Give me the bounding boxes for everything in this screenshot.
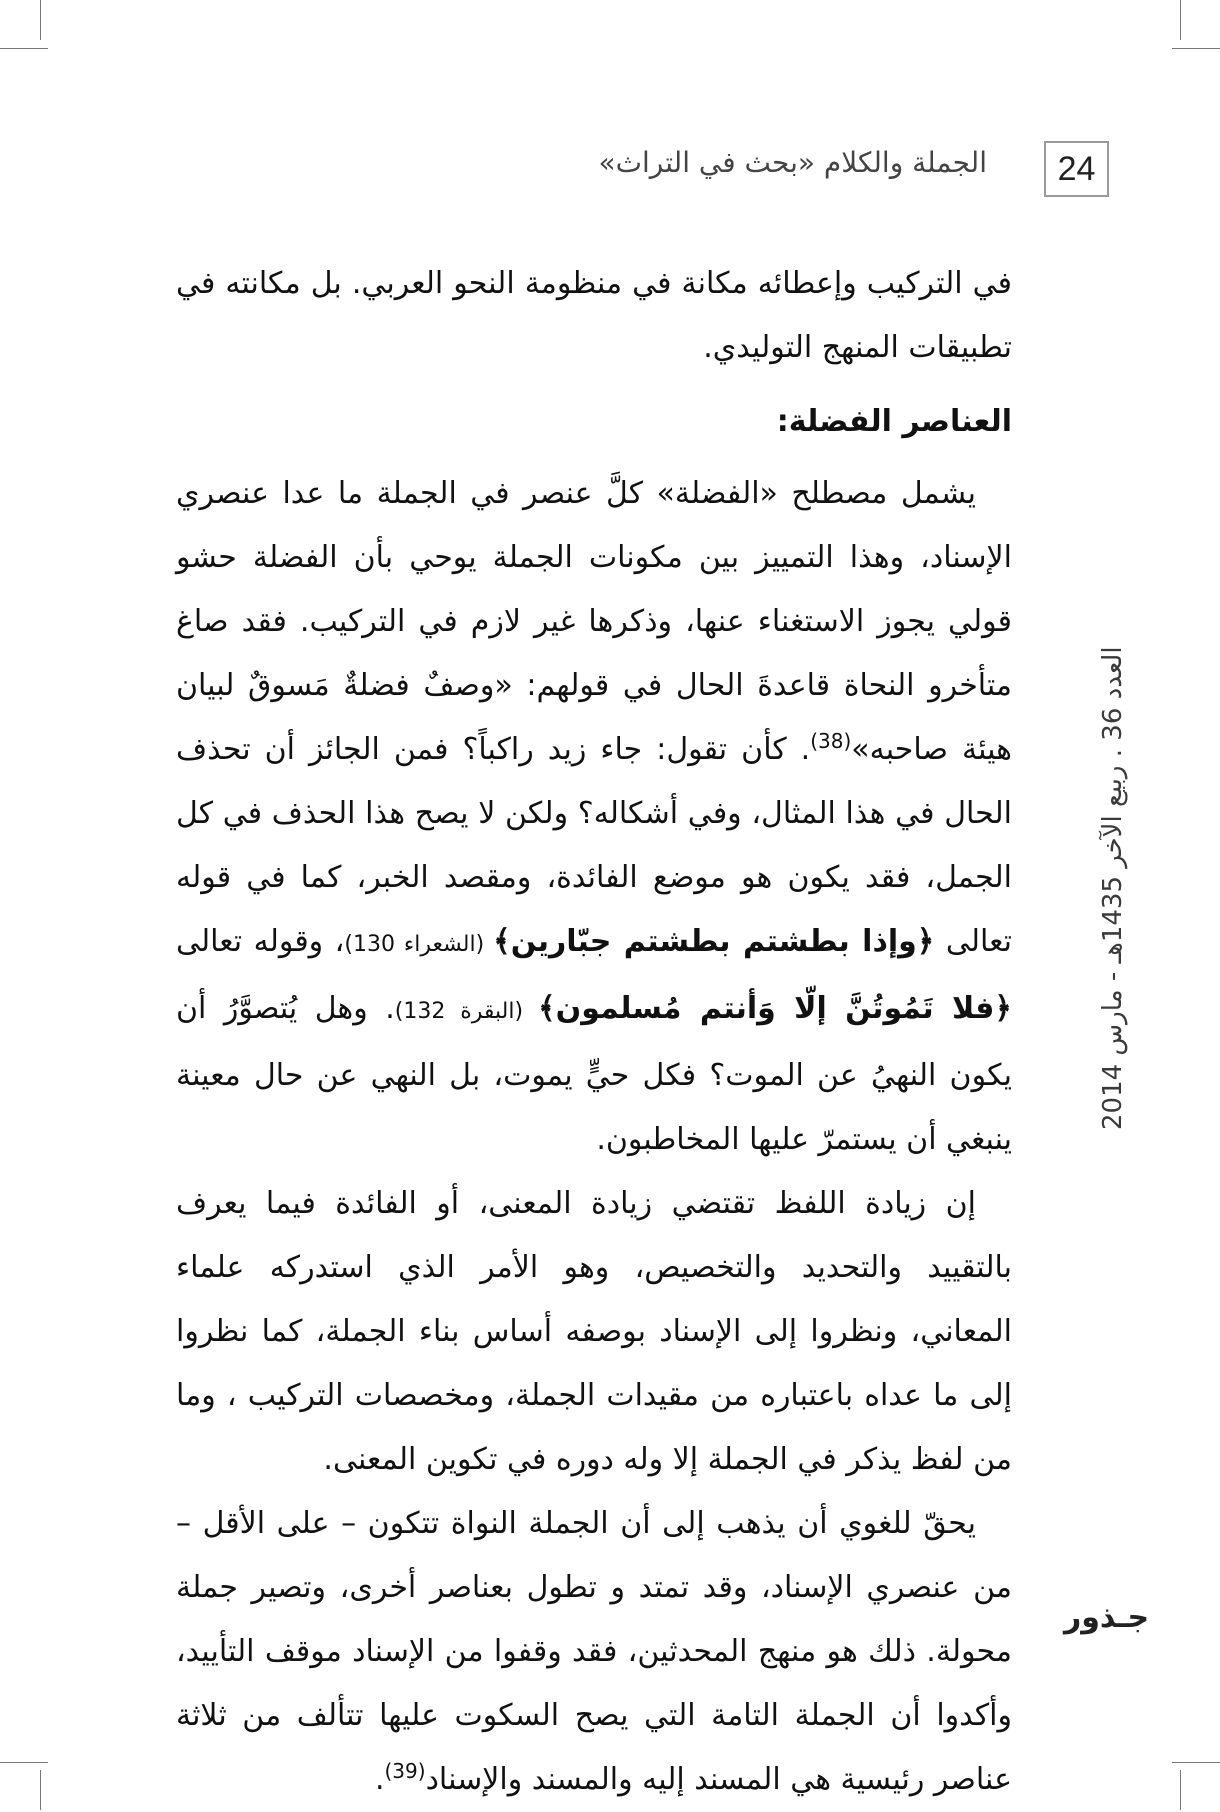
text-run: يحقّ للغوي أن يذهب إلى أن الجملة النواة تتكون – على الأقل – من عنصري الإسناد، وقد تمتد و تطول بعناصر أخرى، وتصير جملة محولة. ذلك هو منهج المحدثين، فقد وقفوا من الإسناد موقف التأييد، وأكدوا أن الجملة التامة التي يصح السكوت عليها تتألف من ثلاثة عناصر رئيسية هي المسند إليه والمسند والإسناد bbox=[176, 1506, 1012, 1797]
journal-logo: جـذور bbox=[1064, 1600, 1150, 1635]
crop-mark bbox=[40, 0, 41, 40]
text-run: . bbox=[374, 1762, 385, 1797]
text-run: ، وقوله تعالى bbox=[176, 924, 345, 959]
article-body bbox=[176, 252, 1012, 1812]
crop-mark bbox=[40, 1770, 41, 1810]
text-run: . وهل يُتصوَّرُ أن يكون النهيُ عن الموت؟ فكل حيٍّ يموت، بل النهي عن حال معينة ينبغي أن يستمرّ عليها المخاطبون. bbox=[176, 991, 1012, 1157]
paragraph: في التركيب وإعطائه مكانة في منظومة النحو العربي. بل مكانته في تطبيقات المنهج التوليدي. bbox=[176, 266, 1012, 365]
paragraph bbox=[176, 462, 1012, 1172]
quran-verse: ﴿فلا تَمُوتُنَّ إلّا وَأنتم مُسلمون﴾ bbox=[538, 991, 1012, 1026]
verse-reference: (الشعراء 130) bbox=[344, 932, 494, 957]
crop-mark bbox=[1180, 1770, 1181, 1810]
paragraph bbox=[176, 1492, 1012, 1812]
crop-mark bbox=[1172, 48, 1220, 49]
verse-reference: (البقرة 132) bbox=[394, 999, 539, 1024]
crop-mark bbox=[0, 48, 48, 49]
text-run: يشمل مصطلح «الفضلة» كلَّ عنصر في الجملة ما عدا عنصري الإسناد، وهذا التمييز بين مكونات الجملة يوحي بأن الفضلة حشو قولي يجوز الاستغناء عنها، وذكرها غير لازم في التركيب. فقد صاغ متأخرو النحاة قاعدةَ الحال في قولهم: «وصفٌ فضلةٌ مَسوقٌ لبيان هيئة صاحبه» bbox=[176, 476, 1012, 767]
footnote-ref: (39) bbox=[384, 1759, 426, 1783]
crop-mark bbox=[1180, 0, 1181, 40]
issue-info: العدد 36 . ربيع الآخر 1435هـ - مارس 2014 bbox=[1098, 646, 1128, 1130]
crop-mark bbox=[1172, 1762, 1220, 1763]
running-title: الجملة والكلام «بحث في التراث» bbox=[598, 146, 987, 179]
text-run: . كأن تقول: جاء زيد راكباً؟ فمن الجائز أن تحذف الحال في هذا المثال، وفي أشكاله؟ ولكن لا يصح هذا الحذف في كل الجمل، فقد يكون هو موضع الفائدة، ومقصد الخبر، كما في قوله تعالى bbox=[176, 732, 1012, 959]
section-heading: العناصر الفضلة: bbox=[776, 404, 1012, 439]
quran-verse: ﴿وإذا بطشتم بطشتم جبّارين﴾ bbox=[493, 924, 935, 959]
paragraph: إن زيادة اللفظ تقتضي زيادة المعنى، أو الفائدة فيما يعرف بالتقييد والتحديد والتخصيص، وهو الأمر الذي استدركه علماء المعاني، ونظروا إلى الإسناد بوصفه أساس بناء الجملة، كما نظروا إلى ما عداه باعتباره من مقيدات الجملة، ومخصصات التركيب ، وما من لفظ يذكر في الجملة إلا وله دوره في تكوين المعنى. bbox=[176, 1186, 1012, 1477]
page-number: 24 bbox=[1044, 141, 1109, 197]
footnote-ref: (38) bbox=[810, 729, 852, 753]
crop-mark bbox=[0, 1762, 48, 1763]
